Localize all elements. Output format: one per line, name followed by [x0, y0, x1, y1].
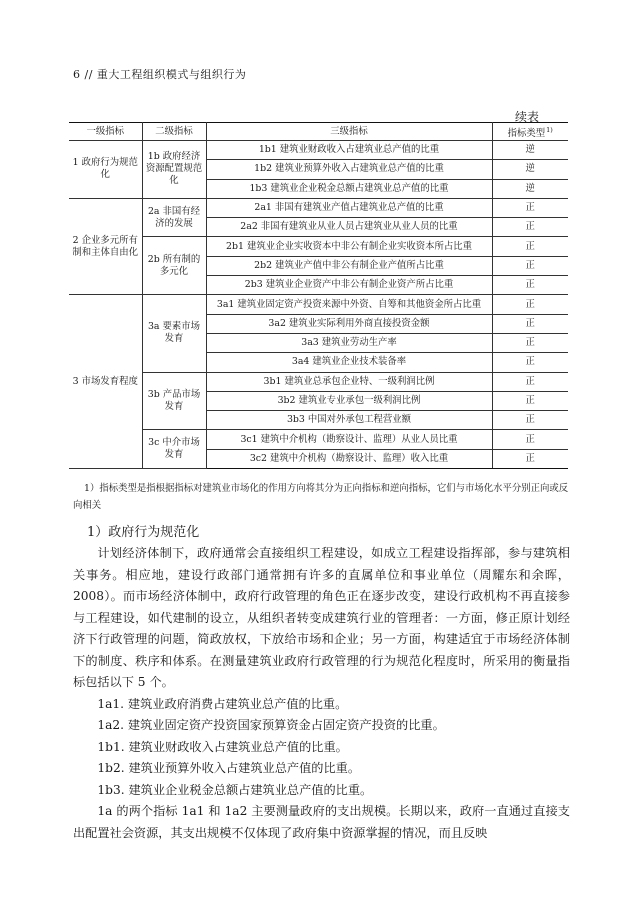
table-row — [69, 295, 568, 314]
indicator-table-container — [69, 122, 568, 469]
column-header-type — [492, 123, 568, 141]
book-title: 重大工程组织模式与组织行为 — [96, 68, 247, 81]
type-cell: 正 — [492, 411, 568, 430]
table-header-row — [69, 123, 568, 141]
indicator-list-item: 1a1. 建筑业政府消费占建筑业总产值的比重。 — [97, 696, 348, 711]
indicator-list-item: 1b2. 建筑业预算外收入占建筑业总产值的比重。 — [97, 761, 361, 775]
type-cell: 正 — [492, 449, 568, 468]
level1-cell: 3 市场发育程度 — [69, 295, 142, 469]
indicator-table — [69, 122, 568, 469]
level3-cell: 1b1 建筑业财政收入占建筑业总产值的比重 — [206, 141, 492, 160]
level3-cell: 3c2 建筑中介机构（勘察设计、监理）收入比重 — [206, 449, 492, 468]
level3-cell: 2b2 建筑业产值中非公有制企业产值所占比重 — [206, 256, 492, 275]
running-header — [73, 66, 246, 82]
table-row — [69, 372, 568, 391]
level1-cell: 1 政府行为规范化 — [69, 141, 142, 199]
level3-cell: 3a2 建筑业实际利用外商直接投资金额 — [206, 314, 492, 333]
level3-cell: 2b3 建筑业企业资产中非公有制企业资产所占比重 — [206, 276, 492, 295]
level3-cell: 1b3 建筑业企业税金总额占建筑业总产值的比重 — [206, 179, 492, 198]
level2-cell: 1b 政府经济资源配置规范化 — [142, 141, 206, 199]
table-row — [69, 237, 568, 256]
level3-cell: 3b3 中国对外承包工程营业额 — [206, 411, 492, 430]
type-cell: 正 — [492, 237, 568, 256]
column-header-level2: 二级指标 — [142, 123, 206, 141]
section-heading: 1）政府行为规范化 — [87, 525, 200, 540]
table-row — [69, 430, 568, 449]
column-header-level1: 一级指标 — [69, 123, 142, 141]
level3-cell: 3b2 建筑业专业承包一级利润比例 — [206, 391, 492, 410]
type-cell: 正 — [492, 276, 568, 295]
footnote-marker: 1) — [546, 125, 553, 134]
table-continued-label: 续表 — [515, 110, 540, 124]
level2-cell: 2a 非国有经济的发展 — [142, 198, 206, 237]
level2-cell: 3a 要素市场发育 — [142, 295, 206, 372]
type-cell: 正 — [492, 314, 568, 333]
body-paragraph: 1a 的两个指标 1a1 和 1a2 主要测量政府的支出规模。长期以来，政府一直通过直接支出配置社会资源，其支出规模不仅体现了政府集中资源掌握的情况，而且反映 — [73, 804, 570, 840]
level3-cell: 3a3 建筑业劳动生产率 — [206, 333, 492, 352]
column-header-level3: 三级指标 — [206, 123, 492, 141]
level2-cell: 2b 所有制的多元化 — [142, 237, 206, 295]
type-cell: 正 — [492, 333, 568, 352]
column-header-type-label: 指标类型 — [507, 127, 546, 139]
indicator-list-item: 1a2. 建筑业固定资产投资国家预算资金占固定资产投资的比重。 — [97, 718, 445, 732]
level2-cell: 3c 中介市场发育 — [142, 430, 206, 469]
type-cell: 正 — [492, 353, 568, 372]
type-cell: 正 — [492, 256, 568, 275]
table-row — [69, 198, 568, 217]
type-cell: 逆 — [492, 160, 568, 179]
type-cell: 正 — [492, 198, 568, 217]
page-number: 6 — [73, 68, 81, 81]
table-footnote: 1）指标类型是指根据指标对建筑业市场化的作用方向将其分为正向指标和逆向指标，它们与市场化水平分别正向或反向相关 — [73, 483, 569, 511]
type-cell: 逆 — [492, 179, 568, 198]
type-cell: 逆 — [492, 141, 568, 160]
indicator-list-item: 1b1. 建筑业财政收入占建筑业总产值的比重。 — [97, 739, 348, 754]
level3-cell: 3c1 建筑中介机构（勘察设计、监理）从业人员比重 — [206, 430, 492, 449]
level3-cell: 3a1 建筑业固定资产投资来源中外资、自筹和其他资金所占比重 — [206, 295, 492, 314]
indicator-list-item: 1b3. 建筑业企业税金总额占建筑业总产值的比重。 — [97, 782, 373, 797]
header-separator: // — [84, 68, 93, 81]
level3-cell: 2b1 建筑业企业实收资本中非公有制企业实收资本所占比重 — [206, 237, 492, 256]
type-cell: 正 — [492, 430, 568, 449]
level3-cell: 3b1 建筑业总承包企业特、一级利润比例 — [206, 372, 492, 391]
level1-cell: 2 企业多元所有制和主体自由化 — [69, 198, 142, 294]
level3-cell: 3a4 建筑业企业技术装备率 — [206, 353, 492, 372]
body-text — [73, 543, 570, 844]
level3-cell: 1b2 建筑业预算外收入占建筑业总产值的比重 — [206, 160, 492, 179]
type-cell: 正 — [492, 218, 568, 237]
level3-cell: 2a2 非国有建筑业从业人员占建筑业从业人员的比重 — [206, 218, 492, 237]
type-cell: 正 — [492, 295, 568, 314]
level2-cell: 3b 产品市场发育 — [142, 372, 206, 430]
type-cell: 正 — [492, 372, 568, 391]
body-paragraph: 计划经济体制下，政府通常会直接组织工程建设，如成立工程建设指挥部，参与建筑相关事务。相应地，建设行政部门通常拥有许多的直属单位和事业单位（周耀东和余晖，2008）。而市场经济体制中，政府行政管理的角色正在逐步改变，建设行政机构不再直接参与工程建设，如代建制的设立，从组织者转变成建筑行业的管理者：一方面，修正原计划经济下行政管理的问题，简政放权，下放给市场和企业；另一方面，构建适宜于市场经济体制下的制度、秩序和体系。在测量建筑业政府行政管理的行为规范化程度时，所采用的衡量指标包括以下 5 个。 — [73, 546, 570, 689]
table-row — [69, 141, 568, 160]
level3-cell: 2a1 非国有建筑业产值占建筑业总产值的比重 — [206, 198, 492, 217]
type-cell: 正 — [492, 391, 568, 410]
